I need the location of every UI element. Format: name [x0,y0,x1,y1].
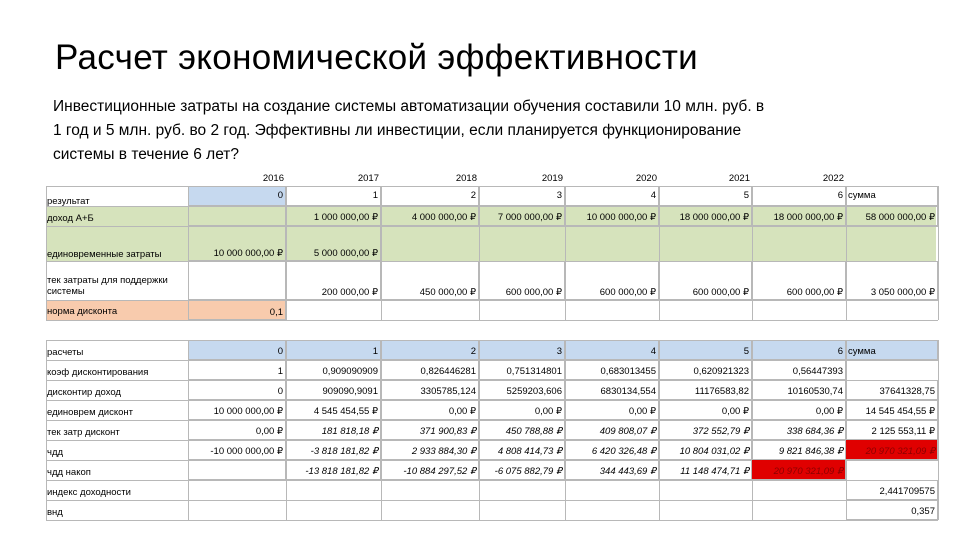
calc-cell[interactable]: 2 [381,340,479,360]
grid-line [46,300,938,301]
year-header[interactable]: 2022 [822,173,844,184]
discount-rate-value[interactable]: 0,1 [188,300,286,320]
onetime-discount-label: единоврем дисконт [47,407,133,418]
grid-line [46,520,938,521]
npv-label: чдд [47,447,64,458]
npv-cell[interactable]: -3 818 181,82 ₽ [286,440,381,460]
discount-rate-label: норма дисконта [47,306,118,317]
discount-coef-cell[interactable]: 0,683013455 [565,360,659,380]
current-cost-cell[interactable] [188,261,286,300]
discount-coef-cell[interactable]: 0,826446281 [381,360,479,380]
current-cost-cell[interactable]: 600 000,00 ₽ [752,261,846,300]
discounted-income-cell[interactable]: 10160530,74 [752,380,846,400]
npv-cumulative-cell[interactable]: 344 443,69 ₽ [565,460,659,480]
result-cell[interactable]: 0 [188,186,286,206]
discounted-income-cell[interactable]: 6830134,554 [565,380,659,400]
current-discount-cell[interactable]: 372 552,79 ₽ [659,420,752,440]
npv-cumulative-cell[interactable]: 20 970 321,09 ₽ [752,460,846,480]
income-sum[interactable]: 58 000 000,00 ₽ [846,206,938,226]
onetime-cell[interactable]: 5 000 000,00 ₽ [286,226,381,261]
onetime-discount-cell[interactable]: 4 545 454,55 ₽ [286,400,381,420]
calc-cell[interactable]: 3 [479,340,565,360]
discount-coef-cell[interactable]: 1 [188,360,286,380]
current-discount-cell[interactable]: 409 808,07 ₽ [565,420,659,440]
discounted-income-cell[interactable]: 3305785,124 [381,380,479,400]
npv-cell[interactable]: 4 808 414,73 ₽ [479,440,565,460]
discounted-income-cell[interactable]: 11176583,82 [659,380,752,400]
year-header[interactable]: 2017 [357,173,379,184]
income-cell[interactable] [188,206,286,226]
calc-cell[interactable]: 1 [286,340,381,360]
npv-cell[interactable]: 10 804 031,02 ₽ [659,440,752,460]
year-header[interactable]: 2019 [541,173,563,184]
npv-cumulative-cell[interactable]: 11 148 474,71 ₽ [659,460,752,480]
current-sum[interactable]: 3 050 000,00 ₽ [846,261,938,300]
result-cell[interactable]: 1 [286,186,381,206]
current-cost-cell[interactable]: 600 000,00 ₽ [479,261,565,300]
discounted-income-cell[interactable]: 5259203,606 [479,380,565,400]
problem-statement: Инвестиционные затраты на создание системы автоматизации обучения составили 10 млн. руб. в 1 год и 5 млн. руб. во 2 год. Эффективны ли инвестиции, если планируется функционирование системы в течение 6 лет? [53,98,765,163]
year-header[interactable]: 2021 [728,173,750,184]
current-discount-cell[interactable]: 450 788,88 ₽ [479,420,565,440]
grid-line [46,480,938,481]
sum-header[interactable]: сумма [846,186,938,206]
discounted-income-label: дисконтир доход [47,387,121,398]
income-cell[interactable]: 4 000 000,00 ₽ [381,206,479,226]
discount-coef-cell[interactable]: 0,56447393 [752,360,846,380]
onetime-discount-cell[interactable]: 0,00 ₽ [479,400,565,420]
discount-coef-label: коэф дисконтирования [47,367,149,378]
income-cell[interactable]: 1 000 000,00 ₽ [286,206,381,226]
npv-cumulative-cell[interactable]: -13 818 181,82 ₽ [286,460,381,480]
income-label: доход А+Б [47,213,94,224]
discounted-income-cell[interactable]: 909090,9091 [286,380,381,400]
onetime-label: единовременные затраты [47,249,162,260]
npv-cell[interactable]: 6 420 326,48 ₽ [565,440,659,460]
current-discount-cell[interactable]: 181 818,18 ₽ [286,420,381,440]
onetime-discount-cell[interactable]: 0,00 ₽ [381,400,479,420]
npv-cumulative-cell[interactable]: -10 884 297,52 ₽ [381,460,479,480]
irr-value[interactable]: 0,357 [846,500,938,520]
result-label: результат [47,196,90,207]
npv-cell[interactable]: 9 821 846,38 ₽ [752,440,846,460]
irr-label: внд [47,507,63,518]
result-cell[interactable]: 3 [479,186,565,206]
current-discount-sum[interactable]: 2 125 553,11 ₽ [846,420,938,440]
grid-line [46,226,938,227]
calc-cell[interactable]: 0 [188,340,286,360]
spreadsheet [0,170,960,540]
discount-coef-cell[interactable]: 0,909090909 [286,360,381,380]
result-cell[interactable]: 6 [752,186,846,206]
result-cell[interactable]: 2 [381,186,479,206]
calc-sum-header[interactable]: сумма [846,340,938,360]
onetime-discount-cell[interactable]: 0,00 ₽ [659,400,752,420]
current-discount-cell[interactable]: 371 900,83 ₽ [381,420,479,440]
onetime-discount-cell[interactable]: 10 000 000,00 ₽ [188,400,286,420]
profitability-index-value[interactable]: 2,441709575 [846,480,938,500]
grid-line [938,340,939,520]
npv-cell[interactable]: -10 000 000,00 ₽ [188,440,286,460]
year-header[interactable]: 2016 [262,173,284,184]
current-costs-label: тек затраты для поддержки системы [47,275,168,297]
npv-cell[interactable]: 2 933 884,30 ₽ [381,440,479,460]
npv-sum[interactable]: 20 970 321,09 ₽ [846,440,938,460]
discounted-income-cell[interactable]: 0 [188,380,286,400]
calc-cell[interactable]: 6 [752,340,846,360]
calc-label: расчеты [47,347,84,358]
current-discount-label: тек затр дисконт [47,427,120,438]
income-cell[interactable]: 7 000 000,00 ₽ [479,206,565,226]
grid-line [46,500,938,501]
onetime-discount-cell[interactable]: 0,00 ₽ [565,400,659,420]
npv-cumulative-cell[interactable]: -6 075 882,79 ₽ [479,460,565,480]
income-cell[interactable]: 18 000 000,00 ₽ [752,206,846,226]
discount-coef-cell[interactable]: 0,620921323 [659,360,752,380]
income-cell[interactable]: 18 000 000,00 ₽ [659,206,752,226]
onetime-cell[interactable]: 10 000 000,00 ₽ [188,226,286,261]
income-cell[interactable]: 10 000 000,00 ₽ [565,206,659,226]
result-cell[interactable]: 4 [565,186,659,206]
onetime-discount-cell[interactable]: 0,00 ₽ [752,400,846,420]
current-cost-cell[interactable]: 200 000,00 ₽ [286,261,381,300]
profitability-index-label: индекс доходности [47,487,131,498]
npv-cumulative-cell[interactable] [188,460,286,480]
npv-cumulative-label: чдд накоп [47,467,91,478]
current-discount-cell[interactable]: 338 684,36 ₽ [752,420,846,440]
result-cell[interactable]: 5 [659,186,752,206]
grid-line [46,320,938,321]
year-header[interactable]: 2020 [635,173,657,184]
slide-title: Расчет экономической эффективности [55,38,699,77]
discounted-income-sum[interactable]: 37641328,75 [846,380,938,400]
onetime-discount-sum[interactable]: 14 545 454,55 ₽ [846,400,938,420]
discount-coef-cell[interactable]: 0,751314801 [479,360,565,380]
current-cost-cell[interactable]: 600 000,00 ₽ [659,261,752,300]
grid-line [938,186,939,320]
calc-cell[interactable]: 4 [565,340,659,360]
current-cost-cell[interactable]: 450 000,00 ₽ [381,261,479,300]
current-cost-cell[interactable]: 600 000,00 ₽ [565,261,659,300]
calc-cell[interactable]: 5 [659,340,752,360]
year-header[interactable]: 2018 [455,173,477,184]
current-discount-cell[interactable]: 0,00 ₽ [188,420,286,440]
